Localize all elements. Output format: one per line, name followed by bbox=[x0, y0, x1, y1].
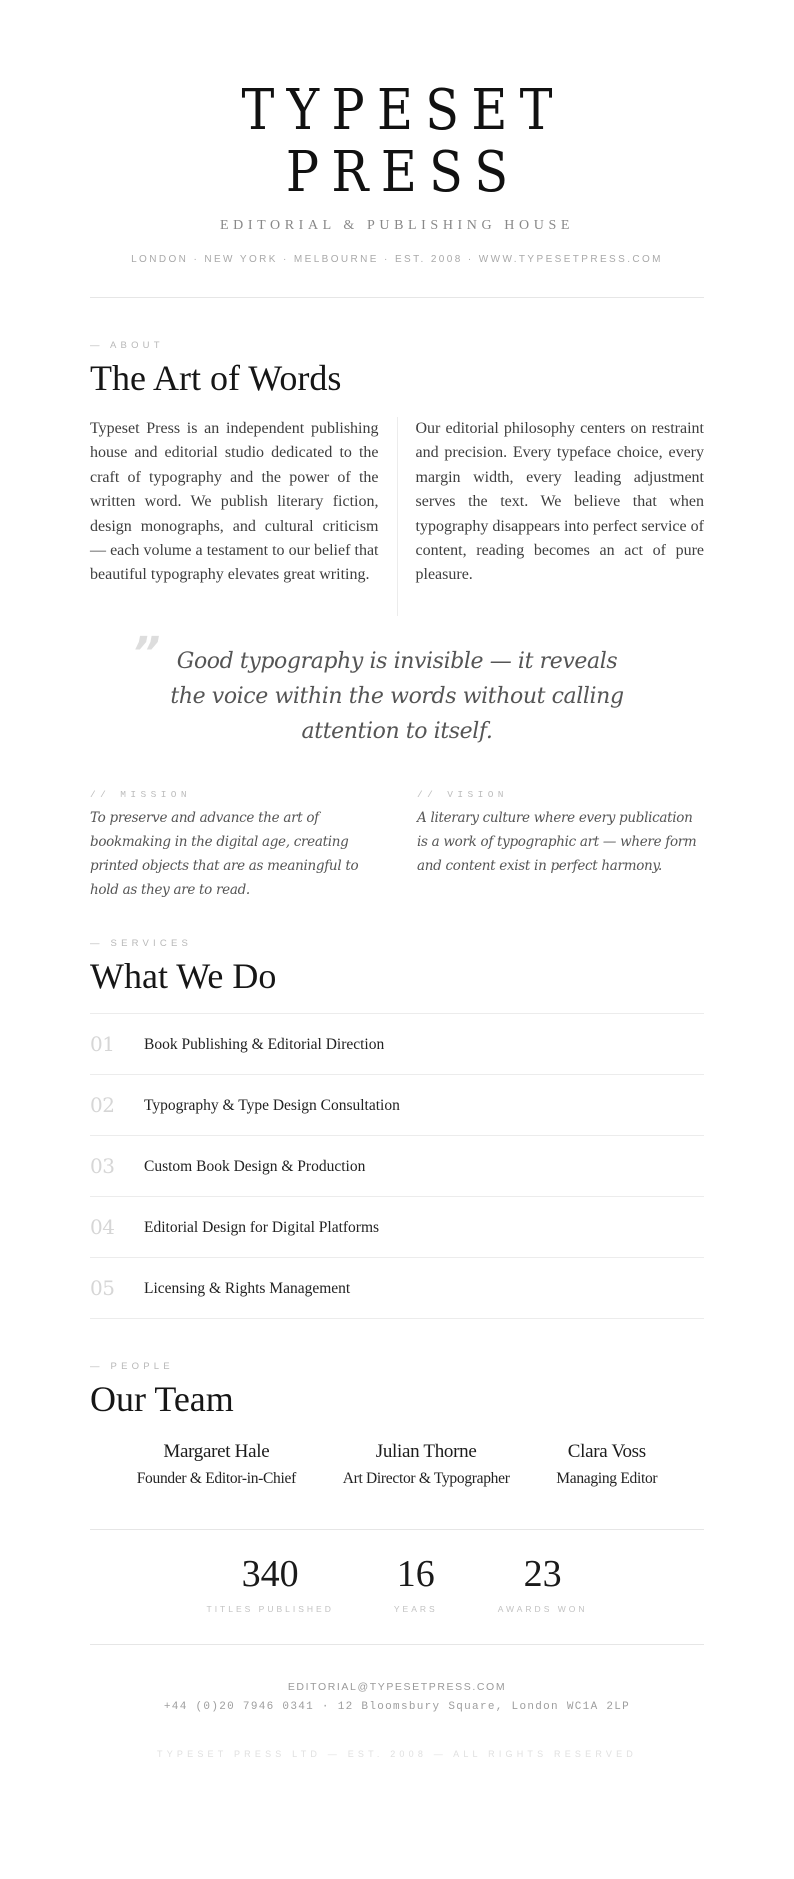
stat-label: TITLES PUBLISHED bbox=[206, 1603, 334, 1614]
service-number: 02 bbox=[90, 1092, 115, 1117]
service-item bbox=[90, 1136, 704, 1197]
service-name: Typography & Type Design Consultation bbox=[144, 1096, 400, 1114]
service-number: 04 bbox=[90, 1214, 115, 1239]
member-name: Julian Thorne bbox=[375, 1440, 477, 1462]
services-label: — SERVICES bbox=[90, 937, 193, 949]
team-member bbox=[556, 1440, 657, 1489]
stat-years bbox=[394, 1552, 438, 1614]
vision-block bbox=[417, 789, 704, 902]
services-list bbox=[90, 1013, 704, 1319]
vision-text: A literary culture where every publication is a work of typographic art — where form and content exist in perfect harmony. bbox=[417, 809, 697, 874]
footer bbox=[90, 1645, 704, 1879]
mission-block bbox=[90, 789, 377, 902]
vision-label: // VISION bbox=[417, 788, 508, 800]
team-label: — PEOPLE bbox=[90, 1360, 174, 1372]
service-number: 05 bbox=[90, 1275, 115, 1300]
mission-text: To preserve and advance the art of bookmaking in the digital age, creating printed objects that are as meaningful to hold as they are to read. bbox=[90, 809, 359, 898]
member-role: Founder & Editor-in-Chief bbox=[136, 1469, 296, 1487]
about-label: — ABOUT bbox=[90, 340, 164, 351]
stat-titles-published bbox=[207, 1552, 334, 1614]
team-section bbox=[90, 1319, 704, 1489]
contact-email-link[interactable]: EDITORIAL@TYPESETPRESS.COM bbox=[287, 1680, 507, 1693]
pull-quote-text: Good typography is invisible — it reveals the voice within the words without calling attention to itself. bbox=[170, 648, 624, 744]
stat-label: YEARS bbox=[393, 1603, 438, 1614]
service-item bbox=[90, 1075, 704, 1136]
copyright-notice: TYPESET PRESS LTD — EST. 2008 — ALL RIGHTS RESERVED bbox=[157, 1748, 637, 1759]
services-section bbox=[90, 902, 704, 1319]
service-number: 03 bbox=[90, 1153, 115, 1178]
service-item bbox=[90, 1258, 704, 1319]
site-title-line-1: TYPESET bbox=[241, 78, 565, 143]
service-name: Editorial Design for Digital Platforms bbox=[144, 1218, 380, 1236]
member-name: Clara Voss bbox=[567, 1440, 646, 1462]
quote-mark-icon: ” bbox=[132, 627, 161, 679]
masthead bbox=[90, 0, 704, 265]
service-name: Book Publishing & Editorial Direction bbox=[144, 1035, 385, 1053]
contact-address: +44 (0)20 7946 0341 · 12 Bloomsbury Square, London WC1A 2LP bbox=[163, 1700, 631, 1713]
stat-awards-won bbox=[498, 1552, 588, 1614]
service-item bbox=[90, 1197, 704, 1258]
site-title-line-2: PRESS bbox=[285, 140, 521, 205]
site-subtitle: EDITORIAL & PUBLISHING HOUSE bbox=[220, 218, 574, 233]
stat-value: 16 bbox=[396, 1552, 435, 1595]
about-section bbox=[90, 298, 704, 902]
stats-section bbox=[90, 1530, 704, 1644]
team-member bbox=[137, 1440, 296, 1489]
mission-label: // MISSION bbox=[90, 788, 192, 800]
member-role: Managing Editor bbox=[556, 1469, 658, 1487]
pull-quote bbox=[132, 627, 632, 749]
services-title: What We Do bbox=[90, 955, 277, 996]
team-title: Our Team bbox=[90, 1378, 234, 1419]
stat-value: 340 bbox=[241, 1552, 299, 1595]
site-meta-line: LONDON · NEW YORK · MELBOURNE · EST. 2008 · WWW.TYPESETPRESS.COM bbox=[131, 254, 663, 265]
about-columns bbox=[90, 417, 704, 616]
about-paragraph-2: Our editorial philosophy centers on restraint and precision. Every typeface choice, every margin width, every leading adjustment serves the text. We believe that when typography disappears into perfect service of content, reading becomes an act of pure pleasure. bbox=[397, 417, 705, 616]
team-grid bbox=[90, 1440, 704, 1489]
about-paragraph-1: Typeset Press is an independent publishing house and editorial studio dedicated to the craft of typography and the power of the written word. We publish literary fiction, design monographs, and cultural criticism — each volume a testament to our belief that beautiful typography elevates great writing. bbox=[90, 420, 379, 584]
member-role: Art Director & Typographer bbox=[342, 1469, 510, 1487]
stat-value: 23 bbox=[523, 1552, 562, 1595]
mission-vision bbox=[90, 789, 704, 902]
team-member bbox=[343, 1440, 510, 1489]
member-name: Margaret Hale bbox=[163, 1440, 270, 1462]
stat-label: AWARDS WON bbox=[497, 1603, 588, 1614]
service-name: Licensing & Rights Management bbox=[144, 1279, 351, 1297]
about-title: The Art of Words bbox=[90, 358, 342, 398]
service-name: Custom Book Design & Production bbox=[144, 1157, 366, 1175]
site-title bbox=[127, 80, 667, 204]
service-number: 01 bbox=[90, 1031, 115, 1056]
service-item bbox=[90, 1014, 704, 1075]
